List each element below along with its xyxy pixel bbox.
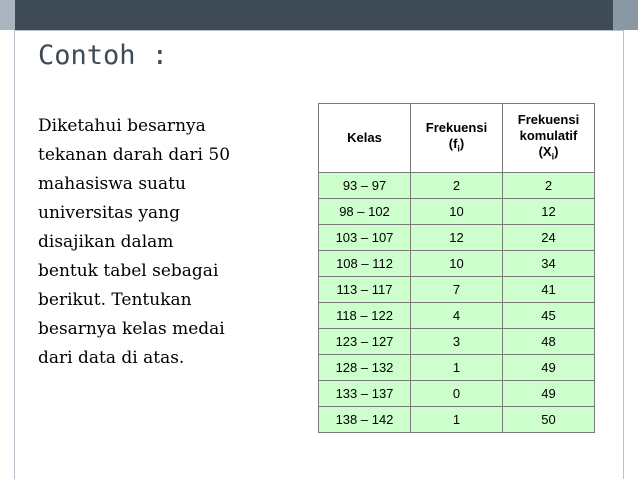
top-band	[0, 0, 638, 30]
cell-frekuensi: 3	[411, 329, 503, 355]
body-line: berikut. Tentukan	[38, 290, 192, 310]
cell-komulatif: 12	[503, 199, 595, 225]
cell-kelas: 113 – 117	[319, 277, 411, 303]
cell-frekuensi: 1	[411, 407, 503, 433]
cell-frekuensi: 1	[411, 355, 503, 381]
body-line: disajikan dalam	[38, 232, 174, 252]
table-row	[319, 355, 595, 381]
cell-kelas: 118 – 122	[319, 303, 411, 329]
cell-komulatif: 2	[503, 173, 595, 199]
table-row	[319, 303, 595, 329]
top-band-accent	[0, 0, 15, 30]
cell-kelas: 133 – 137	[319, 381, 411, 407]
header-frekuensi-komulatif: Frekuensi komulatif $(X_i)$	[503, 104, 595, 173]
frame-top-line	[14, 30, 624, 31]
table-row	[319, 381, 595, 407]
body-line: tekanan darah dari 50	[38, 145, 231, 165]
body-line: universitas yang	[38, 203, 180, 223]
cell-komulatif: 34	[503, 251, 595, 277]
cell-frekuensi: 2	[411, 173, 503, 199]
body-line: mahasiswa suatu	[38, 174, 186, 194]
frame-right-line	[623, 30, 624, 479]
table-row	[319, 277, 595, 303]
cell-komulatif: 50	[503, 407, 595, 433]
cell-kelas: 98 – 102	[319, 199, 411, 225]
cell-komulatif: 45	[503, 303, 595, 329]
frame-left-line	[14, 30, 15, 479]
header-frekuensi: Frekuensi $(f_i)$	[411, 104, 503, 173]
cell-frekuensi: 7	[411, 277, 503, 303]
table-header-row	[319, 104, 595, 173]
cell-kelas: 128 – 132	[319, 355, 411, 381]
cell-kelas: 138 – 142	[319, 407, 411, 433]
body-line: bentuk tabel sebagai	[38, 261, 219, 281]
cell-kelas: 103 – 107	[319, 225, 411, 251]
body-text	[38, 112, 308, 373]
header-kelas: Kelas	[319, 104, 411, 173]
table-row	[319, 173, 595, 199]
table-row	[319, 407, 595, 433]
cell-komulatif: 49	[503, 381, 595, 407]
frequency-table	[318, 103, 595, 433]
cell-frekuensi: 0	[411, 381, 503, 407]
body-line: besarnya kelas medai	[38, 319, 225, 339]
table-row	[319, 251, 595, 277]
cell-frekuensi: 4	[411, 303, 503, 329]
top-band-right-accent	[613, 0, 638, 30]
table-row	[319, 225, 595, 251]
slide-title: Contoh :	[38, 40, 169, 71]
body-line: Diketahui besarnya	[38, 116, 206, 136]
cell-kelas: 123 – 127	[319, 329, 411, 355]
cell-frekuensi: 10	[411, 251, 503, 277]
cell-komulatif: 24	[503, 225, 595, 251]
cell-komulatif: 41	[503, 277, 595, 303]
body-line: dari data di atas.	[38, 348, 185, 368]
cell-frekuensi: 10	[411, 199, 503, 225]
cell-kelas: 108 – 112	[319, 251, 411, 277]
table-row	[319, 329, 595, 355]
table-row	[319, 199, 595, 225]
cell-komulatif: 48	[503, 329, 595, 355]
cell-kelas: 93 – 97	[319, 173, 411, 199]
cell-komulatif: 49	[503, 355, 595, 381]
cell-frekuensi: 12	[411, 225, 503, 251]
